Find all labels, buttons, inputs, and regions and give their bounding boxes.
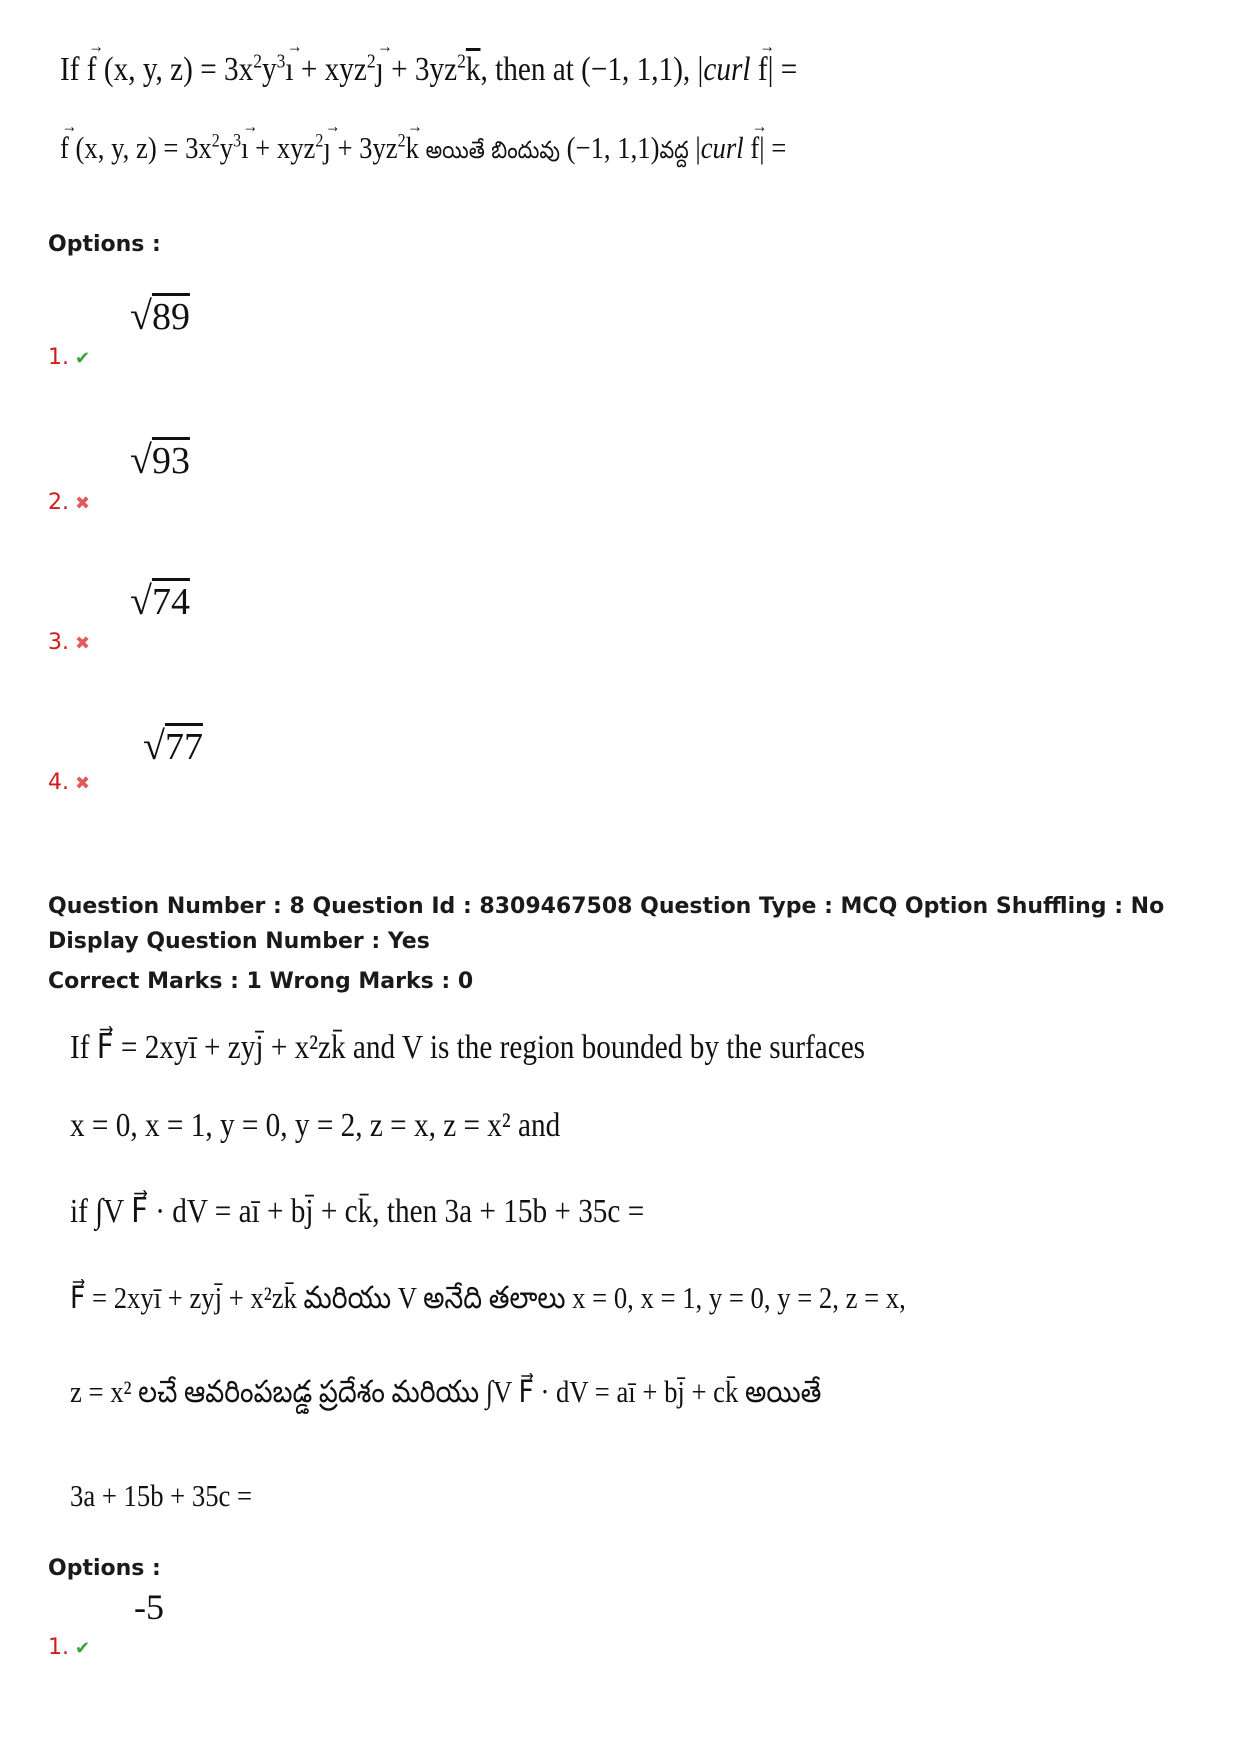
option-1-number: 1. ✔ — [48, 345, 91, 370]
question-8-telugu-line-2: z = x² లచే ఆవరింపబడ్డ ప్రదేశం మరియు ∫V F⃗ · dV = aī + bj̄ + ck̄ అయితే — [70, 1374, 822, 1409]
q8-option-1-value: -5 — [134, 1587, 164, 1627]
question-7-english-text — [0, 0, 1, 1]
options-label-q8: Options : — [48, 1556, 161, 1581]
question-8-telugu-line-3: 3a + 15b + 35c = — [70, 1478, 253, 1513]
cross-icon: ✖ — [75, 773, 91, 794]
question-8-english-line-1: If F⃗ = 2xyī + zyj̄ + x²zk̄ and V is the region bounded by the surfaces — [70, 1029, 866, 1066]
check-icon: ✔ — [75, 1638, 91, 1659]
question-8-marks: Correct Marks : 1 Wrong Marks : 0 — [48, 969, 474, 994]
option-4-number: 4. ✖ — [48, 770, 91, 795]
question-8-telugu-line-1: F⃗ = 2xyī + zyj̄ + x²zk̄ మరియు V అనేది తలాలు x = 0, x = 1, y = 0, y = 2, z = x, — [70, 1280, 906, 1315]
question-7-english: If → f (x, y, $z) = 3x^2y^3\to$ ı + xyz$^2$→ ȷ + $3yz^2\overline{k}$, then at (−1, 1,1), |curl → f| = — [60, 50, 797, 89]
option-4-value: √77 — [143, 723, 203, 768]
option-3-number: 3. ✖ — [48, 630, 91, 655]
question-7-telugu: → f (x, y, $z) = 3x^2y^3\to$ ı + xyz$^2$→ ȷ + $3yz^2\to k$ అయితే బిందువు (−1, 1,1)వద్ద |curl → f| = — [60, 130, 786, 166]
question-8-english-line-3: if ∫V F⃗ · dV = aī + bj̄ + ck̄, then 3a + 15b + 35c = — [70, 1193, 645, 1230]
options-label: Options : — [48, 232, 161, 257]
cross-icon: ✖ — [75, 633, 91, 654]
option-1-value: √89 — [130, 293, 190, 338]
option-2-value: √93 — [130, 437, 190, 482]
question-8-display: Display Question Number : Yes — [48, 929, 430, 954]
cross-icon: ✖ — [75, 493, 91, 514]
question-7-telugu-text — [0, 0, 1, 1]
question-8-meta: Question Number : 8 Question Id : 8309467508 Question Type : MCQ Option Shuffling : No — [48, 894, 1165, 919]
check-icon: ✔ — [75, 348, 91, 369]
option-2-number: 2. ✖ — [48, 490, 91, 515]
question-8-english-line-2: x = 0, x = 1, y = 0, y = 2, z = x, z = x² and — [70, 1107, 561, 1144]
q8-option-1-number: 1. ✔ — [48, 1635, 91, 1660]
option-3-value: √74 — [130, 578, 190, 623]
